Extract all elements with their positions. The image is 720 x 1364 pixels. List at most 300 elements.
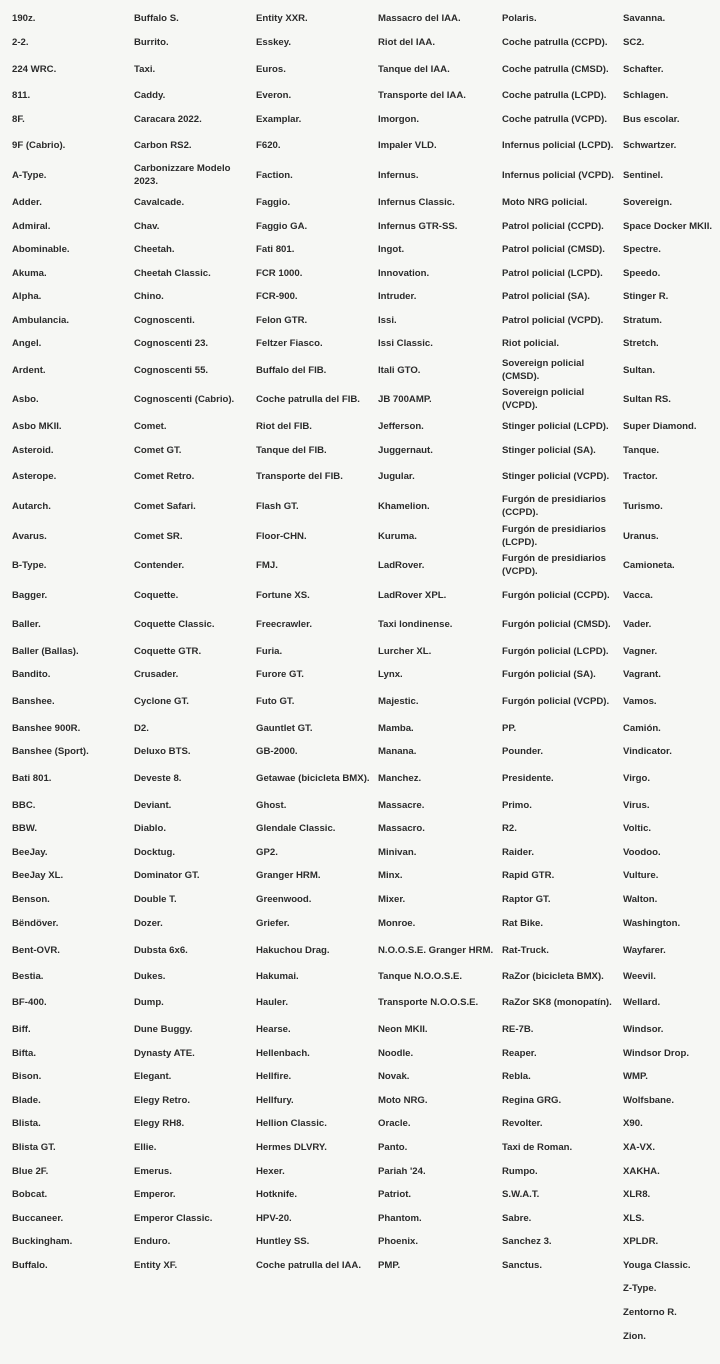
list-item: Moto NRG policial.: [502, 196, 588, 208]
list-item: Abominable.: [12, 243, 70, 255]
list-item: Adder.: [12, 196, 42, 208]
list-item: Vader.: [623, 618, 652, 630]
list-item: Dubsta 6x6.: [134, 944, 188, 956]
list-item: Vulture.: [623, 869, 659, 881]
list-item: Deveste 8.: [134, 772, 182, 784]
list-item: Jefferson.: [378, 420, 424, 432]
list-item: Hearse.: [256, 1023, 291, 1035]
list-item: Hellion Classic.: [256, 1117, 327, 1129]
list-item: Hermes DLVRY.: [256, 1141, 327, 1153]
list-item: Emerus.: [134, 1165, 172, 1177]
list-item: Examplar.: [256, 113, 302, 125]
list-item: 224 WRC.: [12, 63, 57, 75]
list-item: Patrol policial (SA).: [502, 290, 590, 302]
list-item: Novak.: [378, 1070, 410, 1082]
list-item: Coche patrulla (LCPD).: [502, 89, 607, 101]
list-item: Alpha.: [12, 290, 42, 302]
list-item: XLS.: [623, 1212, 645, 1224]
list-item: Vagner.: [623, 645, 658, 657]
list-item: Patrol policial (CCPD).: [502, 220, 604, 232]
list-item: 2-2.: [12, 36, 29, 48]
list-item: JB 700AMP.: [378, 393, 432, 405]
list-item: Manana.: [378, 745, 417, 757]
list-item: Hotknife.: [256, 1188, 298, 1200]
list-item: Panto.: [378, 1141, 408, 1153]
list-item: Bus escolar.: [623, 113, 680, 125]
list-item: Dump.: [134, 996, 164, 1008]
list-item: Massacro.: [378, 822, 425, 834]
list-item: Zion.: [623, 1330, 646, 1342]
list-item: Euros.: [256, 63, 286, 75]
list-item: Pariah '24.: [378, 1165, 426, 1177]
list-item: Emperor Classic.: [134, 1212, 213, 1224]
list-item: 9F (Cabrio).: [12, 139, 66, 151]
list-item: BeeJay.: [12, 846, 48, 858]
list-item: Coche patrulla (CCPD).: [502, 36, 608, 48]
list-item: Buffalo S.: [134, 12, 179, 24]
list-item: Wellard.: [623, 996, 661, 1008]
list-item: Baller.: [12, 618, 41, 630]
list-item: Speedo.: [623, 267, 661, 279]
list-item: RaZor (bicicleta BMX).: [502, 970, 604, 982]
list-item: HPV-20.: [256, 1212, 292, 1224]
list-item: Bent-OVR.: [12, 944, 60, 956]
list-item: Carbon RS2.: [134, 139, 192, 151]
list-item: Raider.: [502, 846, 534, 858]
list-item: Faggio GA.: [256, 220, 308, 232]
list-item: Ardent.: [12, 364, 46, 376]
list-item: Issi Classic.: [378, 337, 433, 349]
list-item: Monroe.: [378, 917, 416, 929]
list-item: Zentorno R.: [623, 1306, 677, 1318]
list-item: Patrol policial (CMSD).: [502, 243, 605, 255]
list-item: Asbo MKII.: [12, 420, 62, 432]
list-item: Hellenbach.: [256, 1047, 310, 1059]
list-item: Getawae (bicicleta BMX).: [256, 772, 370, 784]
list-item: Gauntlet GT.: [256, 722, 313, 734]
list-item: Coquette Classic.: [134, 618, 215, 630]
list-item: PMP.: [378, 1259, 401, 1271]
list-item: Carbonizzare Modelo 2023.: [134, 163, 231, 187]
list-item: Huntley SS.: [256, 1235, 310, 1247]
list-item: Stinger R.: [623, 290, 669, 302]
list-item: Buckingham.: [12, 1235, 73, 1247]
list-item: Rat-Truck.: [502, 944, 549, 956]
list-item: Diablo.: [134, 822, 166, 834]
list-item: Stinger policial (SA).: [502, 444, 596, 456]
list-item: Imorgon.: [378, 113, 420, 125]
list-item: Dominator GT.: [134, 869, 200, 881]
list-item: Elegy RH8.: [134, 1117, 185, 1129]
list-item: Bati 801.: [12, 772, 52, 784]
list-item: Hakuchou Drag.: [256, 944, 330, 956]
list-item: Ghost.: [256, 799, 287, 811]
list-item: Bobcat.: [12, 1188, 48, 1200]
list-item: Burrito.: [134, 36, 169, 48]
list-item: FMJ.: [256, 559, 278, 571]
list-item: Itali GTO.: [378, 364, 421, 376]
list-item: Cognoscenti.: [134, 314, 195, 326]
list-item: Tanque del IAA.: [378, 63, 450, 75]
list-item: Tanque del FIB.: [256, 444, 327, 456]
list-item: Cognoscenti 55.: [134, 364, 209, 376]
list-item: Hakumai.: [256, 970, 299, 982]
list-item: Majestic.: [378, 695, 419, 707]
list-item: R2.: [502, 822, 517, 834]
list-item: Reaper.: [502, 1047, 537, 1059]
list-item: Ambulancia.: [12, 314, 70, 326]
list-item: 811.: [12, 89, 31, 101]
list-item: Camión.: [623, 722, 661, 734]
list-item: XA-VX.: [623, 1141, 655, 1153]
list-item: Granger HRM.: [256, 869, 321, 881]
list-item: Cyclone GT.: [134, 695, 189, 707]
list-item: Rat Bike.: [502, 917, 544, 929]
list-item: Blue 2F.: [12, 1165, 49, 1177]
list-item: Z-Type.: [623, 1282, 657, 1294]
list-item: Asteroid.: [12, 444, 54, 456]
list-item: Entity XXR.: [256, 12, 308, 24]
list-item: Stretch.: [623, 337, 659, 349]
list-item: Esskey.: [256, 36, 292, 48]
list-item: FCR 1000.: [256, 267, 303, 279]
list-item: Ingot.: [378, 243, 405, 255]
list-item: Massacre.: [378, 799, 425, 811]
list-item: Flash GT.: [256, 500, 299, 512]
list-item: Moto NRG.: [378, 1094, 428, 1106]
list-item: Washington.: [623, 917, 681, 929]
list-item: Voodoo.: [623, 846, 661, 858]
list-item: Blista GT.: [12, 1141, 56, 1153]
list-item: Vamos.: [623, 695, 657, 707]
list-item: Faction.: [256, 169, 293, 181]
list-item: Patrol policial (LCPD).: [502, 267, 603, 279]
list-item: Baller (Ballas).: [12, 645, 79, 657]
list-item: Coquette GTR.: [134, 645, 202, 657]
list-item: Super Diamond.: [623, 420, 697, 432]
list-item: Furgón policial (SA).: [502, 668, 596, 680]
list-item: Coche patrulla del FIB.: [256, 393, 360, 405]
list-item: Infernus policial (LCPD).: [502, 139, 614, 151]
list-item: Furgón policial (CCPD).: [502, 589, 610, 601]
list-item: Neon MKII.: [378, 1023, 428, 1035]
list-item: Asbo.: [12, 393, 39, 405]
list-item: Buffalo.: [12, 1259, 48, 1271]
list-item: FCR-900.: [256, 290, 298, 302]
list-item: Khamelion.: [378, 500, 430, 512]
list-item: Stinger policial (VCPD).: [502, 470, 610, 482]
list-item: Docktug.: [134, 846, 176, 858]
list-item: Impaler VLD.: [378, 139, 437, 151]
list-item: Comet Retro.: [134, 470, 195, 482]
list-item: Sanchez 3.: [502, 1235, 552, 1247]
list-item: Furgón de presidiarios (VCPD).: [502, 553, 606, 577]
list-item: XPLDR.: [623, 1235, 659, 1247]
list-item: Glendale Classic.: [256, 822, 336, 834]
list-item: Coche patrulla (VCPD).: [502, 113, 608, 125]
list-item: Virus.: [623, 799, 650, 811]
list-item: SC2.: [623, 36, 645, 48]
list-item: Rapid GTR.: [502, 869, 555, 881]
list-item: Vindicator.: [623, 745, 672, 757]
list-item: Camioneta.: [623, 559, 675, 571]
list-item: Bifta.: [12, 1047, 36, 1059]
list-item: Uranus.: [623, 530, 659, 542]
list-item: Angel.: [12, 337, 42, 349]
list-item: BF-400.: [12, 996, 47, 1008]
list-item: D2.: [134, 722, 149, 734]
list-item: Coquette.: [134, 589, 179, 601]
list-item: Bandito.: [12, 668, 51, 680]
list-item: BBW.: [12, 822, 38, 834]
list-item: Chino.: [134, 290, 164, 302]
list-item: Taxi de Roman.: [502, 1141, 573, 1153]
list-item: Hauler.: [256, 996, 288, 1008]
list-item: Comet GT.: [134, 444, 182, 456]
list-item: Furgón de presidiarios (LCPD).: [502, 524, 606, 548]
list-item: Comet SR.: [134, 530, 183, 542]
list-item: Elegy Retro.: [134, 1094, 190, 1106]
list-item: Furia.: [256, 645, 283, 657]
list-item: Furgón policial (LCPD).: [502, 645, 609, 657]
list-item: Greenwood.: [256, 893, 312, 905]
list-item: Bison.: [12, 1070, 42, 1082]
list-item: Faggio.: [256, 196, 291, 208]
list-item: Hellfury.: [256, 1094, 294, 1106]
list-item: Enduro.: [134, 1235, 171, 1247]
list-item: Innovation.: [378, 267, 430, 279]
list-item: X90.: [623, 1117, 643, 1129]
list-item: Minivan.: [378, 846, 417, 858]
list-item: Massacro del IAA.: [378, 12, 461, 24]
list-item: Furore GT.: [256, 668, 304, 680]
list-item: Banshee.: [12, 695, 55, 707]
list-item: A-Type.: [12, 169, 47, 181]
list-item: Biff.: [12, 1023, 31, 1035]
list-item: Regina GRG.: [502, 1094, 562, 1106]
list-item: Jugular.: [378, 470, 415, 482]
list-item: Everon.: [256, 89, 292, 101]
list-item: Futo GT.: [256, 695, 295, 707]
list-item: Dozer.: [134, 917, 163, 929]
list-item: Hexer.: [256, 1165, 285, 1177]
list-item: Infernus.: [378, 169, 419, 181]
list-item: Manchez.: [378, 772, 422, 784]
list-item: Fortune XS.: [256, 589, 310, 601]
list-item: Cheetah.: [134, 243, 175, 255]
list-item: Avarus.: [12, 530, 47, 542]
list-item: Youga Classic.: [623, 1259, 691, 1271]
list-item: Sovereign policial (VCPD).: [502, 387, 585, 411]
list-item: BBC.: [12, 799, 36, 811]
list-item: RE-7B.: [502, 1023, 534, 1035]
list-item: Juggernaut.: [378, 444, 433, 456]
list-item: Bagger.: [12, 589, 48, 601]
list-item: Wayfarer.: [623, 944, 666, 956]
list-item: Floor-CHN.: [256, 530, 307, 542]
list-item: Sentinel.: [623, 169, 663, 181]
list-item: Buccaneer.: [12, 1212, 64, 1224]
list-item: Sabre.: [502, 1212, 532, 1224]
list-item: Entity XF.: [134, 1259, 178, 1271]
list-item: Rumpo.: [502, 1165, 538, 1177]
list-item: Contender.: [134, 559, 185, 571]
list-item: LadRover.: [378, 559, 425, 571]
list-item: B-Type.: [12, 559, 47, 571]
list-item: Vagrant.: [623, 668, 661, 680]
list-item: RaZor SK8 (monopatín).: [502, 996, 612, 1008]
list-item: Presidente.: [502, 772, 554, 784]
list-item: LadRover XPL.: [378, 589, 447, 601]
list-item: Windsor Drop.: [623, 1047, 689, 1059]
list-item: Wolfsbane.: [623, 1094, 674, 1106]
list-item: Caddy.: [134, 89, 166, 101]
list-item: Furgón de presidiarios (CCPD).: [502, 494, 606, 518]
list-item: Dynasty ATE.: [134, 1047, 195, 1059]
list-item: Asterope.: [12, 470, 57, 482]
list-item: Banshee (Sport).: [12, 745, 89, 757]
list-item: Furgón policial (CMSD).: [502, 618, 611, 630]
list-item: Schlagen.: [623, 89, 669, 101]
list-item: GP2.: [256, 846, 278, 858]
list-item: 8F.: [12, 113, 25, 125]
list-item: Sovereign policial (CMSD).: [502, 358, 585, 382]
list-item: Coche patrulla (CMSD).: [502, 63, 609, 75]
list-item: Phoenix.: [378, 1235, 418, 1247]
list-item: Sultan RS.: [623, 393, 671, 405]
list-item: Fati 801.: [256, 243, 295, 255]
list-item: Buffalo del FIB.: [256, 364, 327, 376]
list-item: Bëndöver.: [12, 917, 59, 929]
list-item: Revolter.: [502, 1117, 543, 1129]
list-item: Dune Buggy.: [134, 1023, 193, 1035]
list-item: Comet.: [134, 420, 167, 432]
list-item: Space Docker MKII.: [623, 220, 713, 232]
list-item: Oracle.: [378, 1117, 411, 1129]
list-item: Tractor.: [623, 470, 658, 482]
list-item: Taxi.: [134, 63, 156, 75]
list-item: Blista.: [12, 1117, 41, 1129]
list-item: Hellfire.: [256, 1070, 292, 1082]
list-item: Mamba.: [378, 722, 414, 734]
list-item: Infernus policial (VCPD).: [502, 169, 614, 181]
list-item: Admiral.: [12, 220, 51, 232]
list-item: Schafter.: [623, 63, 664, 75]
list-item: Cavalcade.: [134, 196, 185, 208]
list-item: Infernus GTR-SS.: [378, 220, 458, 232]
list-item: Infernus Classic.: [378, 196, 455, 208]
list-item: Felon GTR.: [256, 314, 308, 326]
list-item: Lurcher XL.: [378, 645, 432, 657]
list-item: Windsor.: [623, 1023, 664, 1035]
list-item: Autarch.: [12, 500, 51, 512]
list-item: PP.: [502, 722, 517, 734]
list-item: WMP.: [623, 1070, 648, 1082]
list-item: Riot del FIB.: [256, 420, 312, 432]
list-item: Blade.: [12, 1094, 41, 1106]
list-item: S.W.A.T.: [502, 1188, 540, 1200]
list-item: Walton.: [623, 893, 658, 905]
list-item: Freecrawler.: [256, 618, 313, 630]
list-item: Deviant.: [134, 799, 172, 811]
list-item: Polaris.: [502, 12, 537, 24]
list-item: Noodle.: [378, 1047, 414, 1059]
list-item: Mixer.: [378, 893, 406, 905]
list-item: Phantom.: [378, 1212, 422, 1224]
list-item: Caracara 2022.: [134, 113, 202, 125]
list-item: Taxi londinense.: [378, 618, 453, 630]
list-item: Lynx.: [378, 668, 403, 680]
list-item: Vacca.: [623, 589, 653, 601]
list-item: Akuma.: [12, 267, 47, 279]
list-item: Spectre.: [623, 243, 661, 255]
list-item: Coche patrulla del IAA.: [256, 1259, 362, 1271]
list-item: N.O.O.S.E. Granger HRM.: [378, 944, 494, 956]
list-item: BeeJay XL.: [12, 869, 64, 881]
list-item: Patrol policial (VCPD).: [502, 314, 604, 326]
list-item: Riot del IAA.: [378, 36, 436, 48]
list-item: XAKHA.: [623, 1165, 660, 1177]
list-item: Rebla.: [502, 1070, 531, 1082]
list-item: Dukes.: [134, 970, 166, 982]
list-item: Kuruma.: [378, 530, 417, 542]
list-item: Feltzer Fiasco.: [256, 337, 323, 349]
list-item: Issi.: [378, 314, 397, 326]
list-item: Transporte del IAA.: [378, 89, 466, 101]
list-item: Weevil.: [623, 970, 656, 982]
list-item: Sovereign.: [623, 196, 673, 208]
list-item: Cheetah Classic.: [134, 267, 211, 279]
list-item: Cognoscenti 23.: [134, 337, 209, 349]
list-item: Ellie.: [134, 1141, 157, 1153]
list-item: Tanque N.O.O.S.E.: [378, 970, 463, 982]
list-item: 190z.: [12, 12, 36, 24]
list-item: Transporte del FIB.: [256, 470, 343, 482]
list-item: Minx.: [378, 869, 403, 881]
list-item: Raptor GT.: [502, 893, 551, 905]
list-item: Sanctus.: [502, 1259, 542, 1271]
list-item: Bestia.: [12, 970, 44, 982]
list-item: Patriot.: [378, 1188, 412, 1200]
list-item: Stinger policial (LCPD).: [502, 420, 609, 432]
list-item: Crusader.: [134, 668, 179, 680]
list-item: Double T.: [134, 893, 177, 905]
list-item: Furgón policial (VCPD).: [502, 695, 610, 707]
list-item: Comet Safari.: [134, 500, 196, 512]
list-item: Transporte N.O.O.S.E.: [378, 996, 479, 1008]
list-item: Savanna.: [623, 12, 666, 24]
list-item: Sultan.: [623, 364, 655, 376]
list-item: XLR8.: [623, 1188, 651, 1200]
list-item: Banshee 900R.: [12, 722, 81, 734]
list-item: Stratum.: [623, 314, 662, 326]
list-item: Deluxo BTS.: [134, 745, 191, 757]
list-item: Elegant.: [134, 1070, 172, 1082]
list-item: Turismo.: [623, 500, 663, 512]
list-item: GB-2000.: [256, 745, 298, 757]
list-item: Cognoscenti (Cabrio).: [134, 393, 235, 405]
list-item: Primo.: [502, 799, 532, 811]
list-item: Voltic.: [623, 822, 652, 834]
list-item: Emperor.: [134, 1188, 176, 1200]
list-item: Intruder.: [378, 290, 417, 302]
list-item: Virgo.: [623, 772, 651, 784]
list-item: Schwartzer.: [623, 139, 677, 151]
list-item: Benson.: [12, 893, 50, 905]
list-item: Griefer.: [256, 917, 290, 929]
list-item: Riot policial.: [502, 337, 560, 349]
list-item: F620.: [256, 139, 281, 151]
